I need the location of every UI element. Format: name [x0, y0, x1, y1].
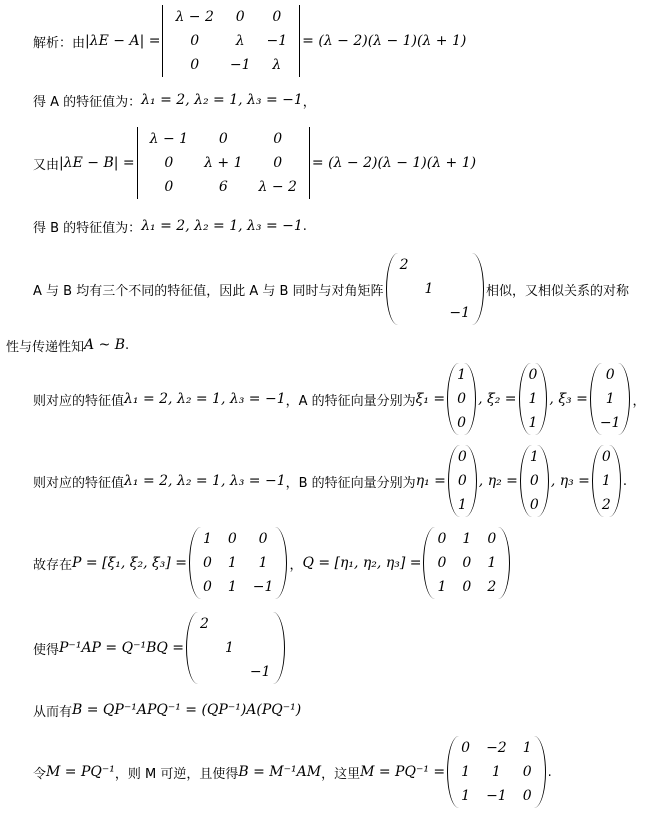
matrix-row — [392, 301, 478, 325]
eta2-vector — [520, 445, 549, 517]
matrix-cell: 0 — [273, 131, 283, 147]
matrix-cell: 1 — [462, 531, 472, 547]
matrix-row — [167, 29, 295, 53]
line6-mid: ，A 的特征向量分别为 — [285, 393, 416, 409]
matrix-cell: 0 — [227, 531, 237, 547]
vector-cell: 1 — [605, 391, 615, 407]
line-1 — [33, 6, 466, 76]
matrix-cell: −1 — [266, 33, 288, 49]
vector-row — [453, 387, 470, 411]
vector-row — [598, 469, 615, 493]
matrix-cell: 0 — [522, 764, 532, 780]
m-matrix-wrap — [447, 736, 545, 808]
vector-row — [596, 411, 625, 435]
line7-label-3: , η₃ = — [550, 473, 590, 489]
line11-p2: ，则 M 可逆，且使得 — [114, 766, 239, 782]
matrix-row — [453, 760, 539, 784]
vector-row — [453, 411, 470, 435]
matrix-cell: 1 — [461, 788, 471, 804]
matrix-cell: λ − 2 — [258, 179, 297, 195]
matrix-cell: 0 — [202, 555, 212, 571]
matrix-cell: 1 — [522, 740, 532, 756]
vector-cell: 0 — [457, 449, 467, 465]
vector-row — [598, 445, 615, 469]
matrix-cell: 1 — [224, 640, 234, 656]
matrix-cell: 0 — [190, 33, 200, 49]
line3-determinant — [137, 127, 310, 199]
vector-row — [525, 363, 542, 387]
line-9 — [33, 612, 287, 684]
matrix-row — [167, 5, 295, 29]
line6-label-1: ξ₁ = — [415, 391, 446, 407]
line6-math: λ₁ = 2, λ₂ = 1, λ₃ = −1 — [124, 391, 286, 407]
matrix-row — [142, 127, 305, 151]
line5-math-c: A ~ B — [84, 337, 126, 353]
line7-label-2: , η₂ = — [478, 473, 518, 489]
line5-matrix — [392, 253, 478, 325]
line-5 — [33, 254, 629, 324]
line11-m1: M = PQ⁻¹ — [46, 764, 115, 780]
eta2-matrix — [526, 445, 543, 517]
matrix-cell: −1 — [449, 305, 471, 321]
matrix-row — [392, 253, 478, 277]
matrix-cell: 0 — [164, 155, 174, 171]
line8-p-lhs: P = [ξ₁, ξ₂, ξ₃] = — [72, 555, 187, 571]
matrix-cell — [441, 253, 478, 277]
matrix-cell: 1 — [461, 764, 471, 780]
line3-lhs: |λE − B| = — [59, 155, 135, 171]
line-5b — [6, 333, 129, 357]
line6-suffix: ， — [632, 393, 645, 409]
matrix-row — [453, 784, 539, 808]
vector-row — [598, 493, 615, 517]
line-7 — [33, 446, 627, 516]
matrix-cell: λ + 1 — [204, 155, 243, 171]
matrix-cell: 0 — [164, 179, 174, 195]
line9-matrix — [192, 612, 278, 684]
line7-mid: ，B 的特征向量分别为 — [285, 475, 416, 491]
line5-text-a: A 与 B 均有三个不同的特征值，因此 A 与 B 同时与对角矩阵 — [33, 283, 384, 299]
line1-matrix — [167, 5, 295, 77]
vector-cell: 0 — [528, 367, 538, 383]
matrix-row — [195, 527, 281, 551]
line-10 — [33, 698, 301, 722]
xi2-vector — [519, 363, 548, 435]
line11-p1: 令 — [33, 766, 47, 782]
matrix-cell: 1 — [258, 555, 268, 571]
matrix-cell: 0 — [258, 531, 268, 547]
vector-row — [454, 493, 471, 517]
p-matrix-wrap — [189, 527, 287, 599]
vector-cell: 1 — [528, 391, 538, 407]
matrix-cell: 0 — [437, 531, 447, 547]
line-8 — [33, 528, 512, 598]
matrix-cell: 2 — [487, 579, 497, 595]
vector-row — [525, 411, 542, 435]
vector-cell: 1 — [457, 497, 467, 513]
line7-label-1: η₁ = — [415, 473, 446, 489]
vector-row — [525, 387, 542, 411]
matrix-cell: 1 — [491, 764, 501, 780]
line2-math: λ₁ = 2, λ₂ = 1, λ₃ = −1 — [141, 92, 303, 108]
xi3-vector — [590, 363, 631, 435]
vector-row — [526, 469, 543, 493]
q-matrix-wrap — [423, 527, 510, 599]
matrix-cell: 2 — [399, 257, 409, 273]
matrix-cell — [217, 612, 242, 636]
vector-cell: 1 — [529, 449, 539, 465]
xi3-matrix — [596, 363, 625, 435]
matrix-cell — [392, 277, 417, 301]
line2-prefix: 得 A 的特征值为： — [33, 94, 142, 110]
matrix-cell: 0 — [522, 788, 532, 804]
matrix-cell: 0 — [437, 555, 447, 571]
matrix-cell — [242, 612, 279, 636]
line11-p3: ，这里 — [321, 766, 361, 782]
matrix-row — [192, 612, 278, 636]
line3-matrix — [142, 127, 305, 199]
vector-row — [596, 363, 625, 387]
matrix-cell: 0 — [462, 555, 472, 571]
matrix-cell — [192, 636, 217, 660]
vector-cell: 0 — [529, 497, 539, 513]
matrix-row — [195, 551, 281, 575]
line5-suffix-c: . — [125, 337, 130, 353]
line8-sep: ， — [289, 557, 303, 573]
line10-math: B = QP⁻¹APQ⁻¹ = (QP⁻¹)A(PQ⁻¹) — [72, 702, 302, 718]
line5-text-b: 相似，又相似关系的对称 — [486, 283, 630, 299]
matrix-cell — [242, 636, 279, 660]
matrix-cell — [392, 301, 417, 325]
matrix-row — [453, 736, 539, 760]
matrix-row — [142, 175, 305, 199]
vector-row — [454, 445, 471, 469]
eta3-vector — [592, 445, 621, 517]
xi2-matrix — [525, 363, 542, 435]
line9-prefix: 使得 — [33, 642, 60, 658]
line9-diag-matrix — [186, 612, 284, 684]
line-6 — [33, 364, 645, 434]
line7-prefix: 则对应的特征值 — [33, 475, 125, 491]
matrix-cell: 1 — [424, 281, 434, 297]
line5-diag-matrix — [386, 253, 484, 325]
matrix-cell: −1 — [229, 57, 251, 73]
matrix-cell: 1 — [227, 579, 237, 595]
matrix-cell: 1 — [487, 555, 497, 571]
matrix-cell: −2 — [486, 740, 507, 756]
matrix-cell — [416, 253, 441, 277]
matrix-row — [429, 527, 504, 551]
matrix-row — [167, 53, 295, 77]
line-11 — [33, 736, 552, 808]
vector-cell: 0 — [605, 367, 615, 383]
matrix-cell: 0 — [202, 579, 212, 595]
vector-cell: 1 — [601, 473, 611, 489]
matrix-row — [429, 575, 504, 599]
matrix-cell: 0 — [272, 9, 282, 25]
matrix-cell: 6 — [218, 179, 228, 195]
matrix-row — [392, 277, 478, 301]
line1-lhs: |λE − A| = — [85, 33, 161, 49]
line9-math: P⁻¹AP = Q⁻¹BQ = — [59, 640, 185, 656]
matrix-cell: λ − 2 — [175, 9, 214, 25]
p-matrix — [195, 527, 281, 599]
line1-determinant — [162, 5, 300, 77]
vector-cell: 0 — [457, 415, 467, 431]
line5-text-c: 性与传递性知 — [6, 339, 85, 355]
matrix-cell: −1 — [252, 579, 274, 595]
matrix-cell: λ − 1 — [149, 131, 189, 147]
matrix-cell: 0 — [461, 740, 471, 756]
line3-prefix: 又由 — [33, 157, 60, 173]
line6-label-3: , ξ₃ = — [549, 391, 588, 407]
q-matrix — [429, 527, 504, 599]
vector-cell: 0 — [457, 391, 467, 407]
matrix-cell: 0 — [487, 531, 497, 547]
matrix-cell — [441, 277, 478, 301]
line-3 — [33, 128, 476, 198]
matrix-cell: 0 — [462, 579, 472, 595]
vector-cell: 1 — [457, 367, 467, 383]
matrix-cell: 1 — [202, 531, 212, 547]
matrix-cell — [192, 660, 217, 684]
xi1-vector — [447, 363, 476, 435]
matrix-row — [142, 151, 305, 175]
line11-m3: M = PQ⁻¹ = — [360, 764, 446, 780]
matrix-cell: −1 — [249, 664, 271, 680]
line4-math: λ₁ = 2, λ₂ = 1, λ₃ = −1 — [141, 218, 303, 234]
xi1-matrix — [453, 363, 470, 435]
vector-cell: 2 — [601, 497, 611, 513]
matrix-row — [195, 575, 281, 599]
vector-cell: 0 — [529, 473, 539, 489]
line1-rhs: = (λ − 2)(λ − 1)(λ + 1) — [302, 33, 467, 49]
matrix-cell: 0 — [235, 9, 245, 25]
matrix-cell: 1 — [437, 579, 447, 595]
line3-rhs: = (λ − 2)(λ − 1)(λ + 1) — [311, 155, 477, 171]
line7-math: λ₁ = 2, λ₂ = 1, λ₃ = −1 — [124, 473, 286, 489]
matrix-cell: λ — [272, 57, 282, 73]
matrix-row — [429, 551, 504, 575]
vector-row — [526, 493, 543, 517]
line-2 — [33, 88, 316, 112]
matrix-cell: 0 — [190, 57, 200, 73]
eta1-vector — [448, 445, 477, 517]
vector-cell: 1 — [528, 415, 538, 431]
vector-cell: 0 — [457, 473, 467, 489]
matrix-row — [192, 636, 278, 660]
eta3-matrix — [598, 445, 615, 517]
vector-cell: 0 — [601, 449, 611, 465]
line6-label-2: , ξ₂ = — [478, 391, 517, 407]
vector-row — [453, 363, 470, 387]
matrix-cell — [217, 660, 242, 684]
matrix-cell: 1 — [227, 555, 237, 571]
matrix-cell: 2 — [200, 616, 209, 632]
line4-prefix: 得 B 的特征值为： — [33, 220, 142, 236]
line7-suffix: . — [622, 473, 627, 489]
vector-row — [526, 445, 543, 469]
matrix-row — [192, 660, 278, 684]
line6-prefix: 则对应的特征值 — [33, 393, 125, 409]
line2-suffix: ， — [302, 94, 316, 110]
line-4 — [33, 214, 307, 238]
m-matrix — [453, 736, 539, 808]
eta1-matrix — [454, 445, 471, 517]
matrix-cell: −1 — [486, 788, 507, 804]
line4-suffix: . — [302, 218, 307, 234]
line8-q-lhs: Q = [η₁, η₂, η₃] = — [302, 555, 422, 571]
matrix-cell: 0 — [273, 155, 283, 171]
vector-cell: −1 — [599, 415, 621, 431]
line11-m2: B = M⁻¹AM — [238, 764, 322, 780]
vector-row — [596, 387, 625, 411]
line11-suffix: . — [547, 764, 552, 780]
line10-prefix: 从而有 — [33, 704, 73, 720]
line8-prefix: 故存在 — [33, 557, 73, 573]
vector-row — [454, 469, 471, 493]
matrix-cell: λ — [235, 33, 245, 49]
matrix-cell: 0 — [218, 131, 228, 147]
line1-prefix: 解析：由 — [33, 35, 86, 51]
matrix-cell — [416, 301, 441, 325]
